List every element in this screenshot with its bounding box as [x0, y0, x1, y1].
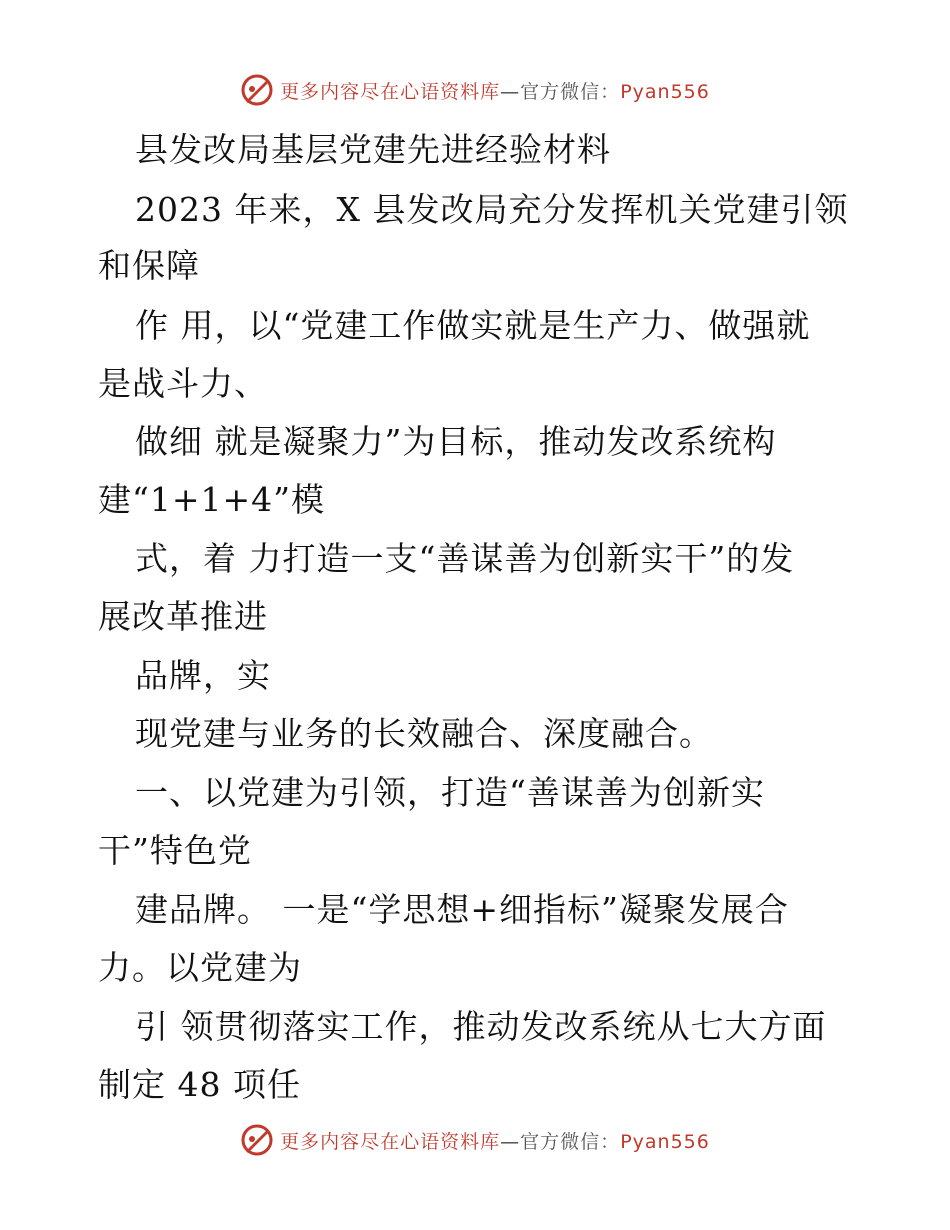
document-line: 作 用，以“党建工作做实就是生产力、做强就: [135, 306, 811, 345]
header-banner-wechat-label: 官方微信：: [520, 80, 621, 103]
header-banner-separator: —: [500, 80, 521, 103]
document-line: 品牌，实: [135, 656, 271, 695]
document-line: 2023 年来，X 县发改局充分发挥机关党建引领: [135, 190, 849, 229]
document-line: 做细 就是凝聚力”为目标，推动发改系统构: [135, 422, 777, 461]
footer-banner-separator: —: [500, 1130, 521, 1153]
header-banner-slogan: 更多内容尽在心语资料库: [280, 80, 501, 103]
document-line: 展改革推进: [98, 597, 268, 636]
footer-banner-handle: Pyan556: [620, 1130, 710, 1153]
document-line: 引 领贯彻落实工作，推动发改系统从七大方面: [135, 1007, 827, 1046]
document-title: 县发改局基层党建先进经验材料: [135, 130, 611, 169]
document-line: 建“1+1+4”模: [98, 480, 326, 519]
footer-banner-wechat-label: 官方微信：: [520, 1130, 621, 1153]
document-line: 制定 48 项任: [98, 1065, 301, 1104]
footer-banner-slogan: 更多内容尽在心语资料库: [280, 1130, 501, 1153]
document-line: 式，着 力打造一支“善谋善为创新实干”的发: [135, 539, 795, 578]
document-line: 建品牌。 一是“学思想+细指标”凝聚发展合: [135, 890, 789, 929]
document-line: 和保障: [98, 246, 200, 285]
footer-banner-text: [280, 1127, 710, 1154]
document-section-heading: 一、以党建为引领，打造“善谋善为创新实: [135, 773, 765, 812]
document-line: 力。以党建为: [98, 948, 302, 987]
header-banner-handle: Pyan556: [620, 80, 710, 103]
document-line: 是战斗力、: [98, 364, 268, 403]
quill-pen-logo-icon: [240, 1123, 274, 1157]
document-line: 现党建与业务的长效融合、深度融合。: [135, 714, 713, 753]
footer-banner: [0, 1120, 950, 1160]
document-line: 干”特色党: [98, 831, 252, 870]
